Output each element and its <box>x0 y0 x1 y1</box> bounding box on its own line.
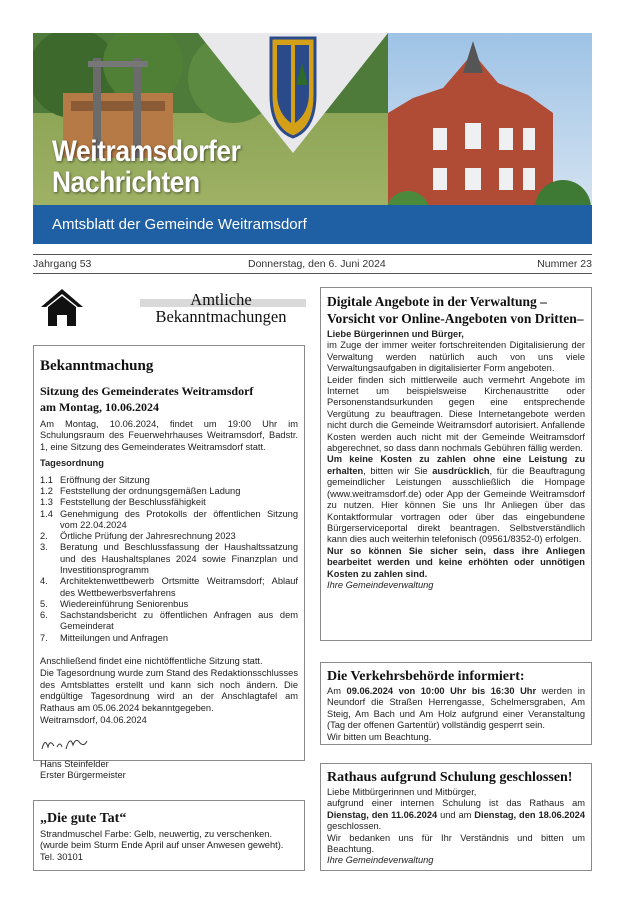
agenda-item <box>40 542 298 576</box>
agenda-item-number: 6. <box>40 610 48 621</box>
notice-intro: Am Montag, 10.06.2024, findet um 19:00 Uhr im Schulungsraum des Feuerwehrhauses Weitramsdorf, Badstr. 1, eine Sitzung des Gemeinderates Weitramsdorf statt. <box>40 419 298 452</box>
masthead-title: Weitramsdorfer Nachrichten <box>52 135 241 199</box>
town-hall-text: aufgrund einer internen Schulung ist das Rathaus am Dienstag, den 11.06.2024 und am Dienstag, den 18.06.2024 geschlossen. <box>327 798 585 832</box>
agenda-item-text: Wiedereinführung Seniorenbus <box>60 598 189 609</box>
agenda-item-number: 2. <box>40 531 48 542</box>
agenda-item <box>40 599 298 610</box>
digital-greeting: Liebe Bürgerinnen und Bürger, <box>327 329 464 339</box>
agenda-item-number: 7. <box>40 632 48 643</box>
agenda-item <box>40 475 298 486</box>
town-hall-sign: Ihre Gemeindeverwaltung <box>327 855 434 866</box>
agenda-item <box>40 633 298 644</box>
agenda-item <box>40 576 298 599</box>
traffic-heading: Die Verkehrsbehörde informiert: <box>327 669 525 684</box>
notice-place-date: Weitramsdorf, 04.06.2024 <box>40 715 147 726</box>
digital-paragraph: im Zuge der immer weiter fortschreitenden Digitalisierung der Verwaltung werden natürlich auch von uns viele Verwaltungsaufgaben in digitalisierter Form angeboten. <box>327 340 585 374</box>
signer-name: Hans Steinfelder <box>40 758 109 769</box>
agenda-item-number: 1.3 <box>40 497 53 508</box>
digital-offers-box <box>320 287 592 641</box>
agenda-item <box>40 610 298 633</box>
issue-date: Donnerstag, den 6. Juni 2024 <box>248 258 386 270</box>
agenda-item-number: 3. <box>40 542 48 553</box>
agenda-item-text: Mitteilungen und Anfragen <box>60 632 169 643</box>
agenda-item-number: 4. <box>40 576 48 587</box>
town-hall-box <box>320 763 592 871</box>
agenda-item-text: Genehmigung des Protokolls der öffentlichen Sitzung vom 22.04.2024 <box>60 508 298 530</box>
good-deed-heading: „Die gute Tat“ <box>40 811 127 826</box>
digital-heading: Digitale Angebote in der Verwaltung – Vorsicht vor Online-Angeboten von Dritten– <box>327 294 584 326</box>
agenda-item-number: 1.2 <box>40 485 53 496</box>
agenda-item-number: 5. <box>40 598 48 609</box>
digital-paragraph: Um keine Kosten zu zahlen ohne eine Leistung zu erhalten, bitten wir Sie ausdrücklich, für die Beauftragung gemeindlicher Leistungen ausschließlich die Hompage (www.weitramsdorf.de) oder App der Gemeinde Weitramsdorf zu nutzen. Hier können Sie uns Ihr Anliegen über das Kontaktformular vortragen oder über das eingebundene Bürgerserviceportal direkt beantragen. Selbstverständlich kann dies auch weiterhin telefonisch (09561/8352-0) erfolgen. <box>327 454 585 545</box>
notice-heading: Bekanntmachung <box>40 358 154 374</box>
agenda-item-text: Architektenwettbewerb Ortsmitte Weitramsdorf; Ablauf des Wettbewerbsverfahrens <box>60 576 298 598</box>
masthead-subtitle: Amtsblatt der Gemeinde Weitramsdorf <box>52 216 307 233</box>
town-hall-heading: Rathaus aufgrund Schulung geschlossen! <box>327 770 573 785</box>
masthead-subtitle-band <box>33 205 592 244</box>
agenda-item <box>40 486 298 497</box>
house-icon <box>40 287 84 327</box>
divider <box>33 254 592 255</box>
traffic-box <box>320 662 592 745</box>
issue-meta <box>33 258 592 272</box>
good-deed-line: Strandmuschel Farbe: Gelb, neuwertig, zu verschenken. <box>40 829 273 839</box>
masthead-banner <box>33 33 592 244</box>
traffic-text: Am 09.06.2024 von 10:00 Uhr bis 16:30 Uhr werden in Neundorf die Straßen Herrengasse, Schelmersgraben, Am Steig, Am Bach und Am Holz aufgrund einer Veranstaltung (Tag der offenen Gartentür) vollständig gesperrt sein. <box>327 686 585 731</box>
agenda-list <box>40 475 298 644</box>
section-title: Amtliche Bekanntmachungen <box>155 290 287 326</box>
issue-number: Nummer 23 <box>537 258 592 270</box>
divider <box>33 273 592 274</box>
digital-paragraph: Leider finden sich mittlerweile auch vermehrt Angebote im Internet um beispielsweise Kirchenaustritte oder Personenstandsurkunden gegen eine entsprechende Vergütung zu beauftragen. Diese Internetangebote werden nicht durch die Gemeinde Weitramsdorf autorisiert. Anfallende Kosten werden auch nicht mit der Gemeinde Weitramsdorf abgerechnet, so dass dann nochmals Gebühren fällig werden. <box>327 374 585 454</box>
digital-sign: Ihre Gemeindeverwaltung <box>327 579 434 590</box>
coat-of-arms-icon <box>271 38 315 137</box>
notice-box <box>33 345 305 780</box>
agenda-item-number: 1.4 <box>40 508 53 519</box>
traffic-closing: Wir bitten um Beachtung. <box>327 731 432 742</box>
agenda-heading: Tagesordnung <box>40 458 104 469</box>
notice-closing-2: Die Tagesordnung wurde zum Stand des Redaktionsschlusses des Amtsblattes erstellt und kann sich noch ändern. Die endgültige Tagesordnung wird an der Anschlagtafel am Rathaus am 05.06.2024 bekanntgegeben. <box>40 668 298 713</box>
agenda-item-number: 1.1 <box>40 474 53 485</box>
notice-closing-1: Anschließend findet eine nichtöffentliche Sitzung statt. <box>40 656 263 667</box>
agenda-item-text: Feststellung der ordnungsgemäßen Ladung <box>60 485 241 496</box>
notice-subheading: Sitzung des Gemeinderates Weitramsdorf am Montag, 10.06.2024 <box>40 384 254 414</box>
issue-volume: Jahrgang 53 <box>33 258 92 270</box>
town-hall-greeting: Liebe Mitbürgerinnen und Mitbürger, <box>327 787 477 797</box>
agenda-item <box>40 509 298 532</box>
good-deed-phone: Tel. 30101 <box>40 851 83 862</box>
agenda-item <box>40 497 298 508</box>
agenda-item <box>40 531 298 542</box>
good-deed-line: (wurde beim Sturm Ende April auf unser Anwesen geweht). <box>40 840 284 851</box>
agenda-item-text: Örtliche Prüfung der Jahresrechnung 2023 <box>60 531 236 542</box>
agenda-item-text: Beratung und Beschlussfassung der Haushaltssatzung und des Haushaltsplanes 2024 sowie Finanzplan und Investitionsprogramm <box>60 542 298 575</box>
agenda-item-text: Feststellung der Beschlussfähigkeit <box>60 497 206 508</box>
agenda-item-text: Eröffnung der Sitzung <box>60 474 150 485</box>
digital-warning: Nur so können Sie sicher sein, dass ihre Anliegen bearbeitet werden und keine erhöhten oder unnötigen Kosten zu zahlen sind. <box>327 545 585 579</box>
signature-image <box>40 733 90 755</box>
town-hall-thanks: Wir bedanken uns für Ihr Verständnis und bitten um Beachtung. <box>327 832 585 855</box>
signer-title: Erster Bürgermeister <box>40 769 126 780</box>
section-header <box>40 287 306 331</box>
agenda-item-text: Sachstandsbericht zu öffentlichen Anfragen aus dem Gemeinderat <box>60 610 298 632</box>
good-deed-box <box>33 800 305 871</box>
